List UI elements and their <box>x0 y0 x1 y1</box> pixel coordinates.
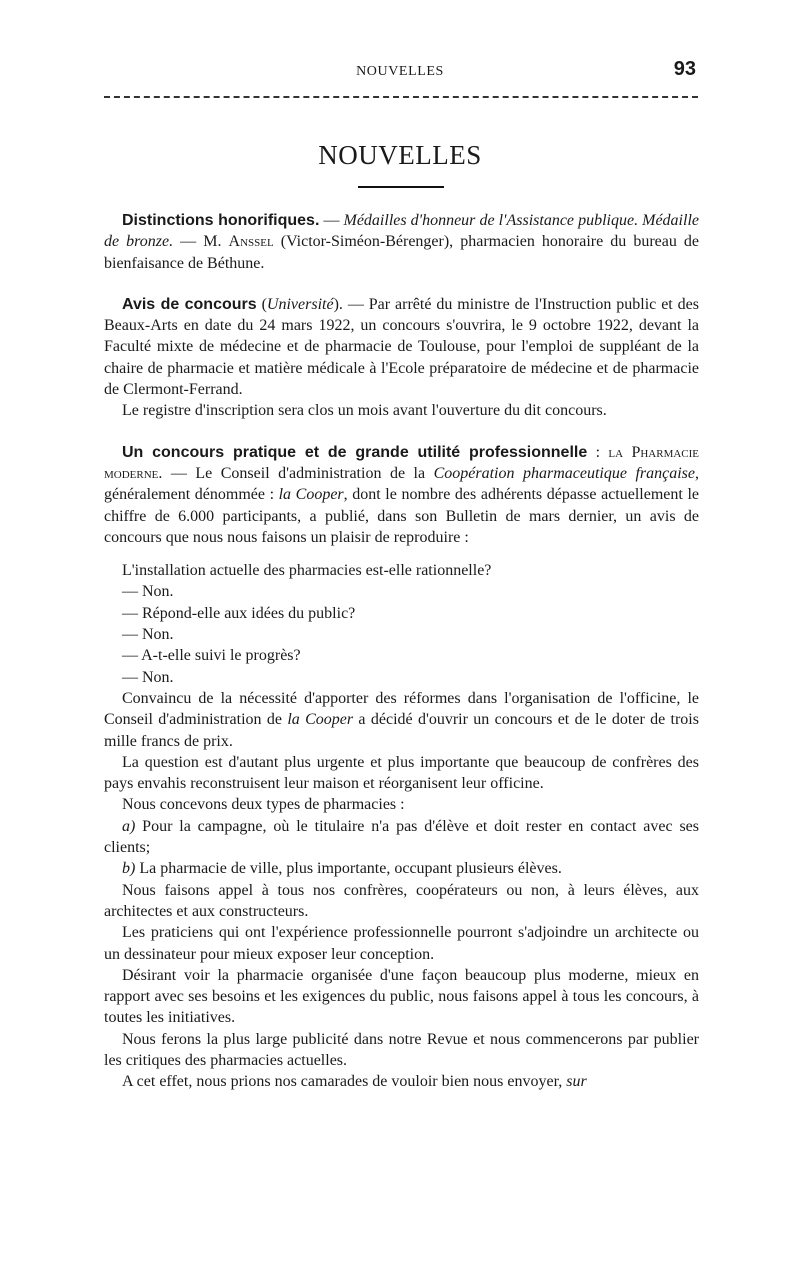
dialogue-line: — Non. <box>122 626 174 644</box>
section-avis <box>104 294 699 400</box>
paragraph <box>104 1071 699 1092</box>
running-title: NOUVELLES <box>356 64 444 79</box>
section-text: (Victor-Siméon-Bérenger), pharmacien honoraire du bureau de bienfaisance de Béthune. <box>104 233 700 272</box>
paragraph: Les praticiens qui ont l'expérience professionnelle pourront s'adjoindre un architecte ou un dessinateur pour mieux exposer leur conception. <box>104 924 699 963</box>
section-text: , généralement dénommée : <box>104 464 699 504</box>
section-text: , dont le nombre des adhérents dépasse actuellement le chiffre de 6.000 participants, a publié, dans son Bulletin de mars dernier, un avis de concours que nous nous faisons un plaisir de reproduire : <box>104 486 699 546</box>
page-number: 93 <box>673 58 696 80</box>
section-text: — Par arrêté du ministre de l'Instruction public et des Beaux-Arts en date du 24 mars 1922, un concours s'ouvrira, le 9 octobre 1922, devant la Faculté mixte de médecine et de pharmacie de Toulouse, pour l'emploi de suppléant de la chaire de pharmacie et matière médicale à l'Ecole préparatoire de médecine et de pharmacie de Clermont-Ferrand. <box>104 295 700 399</box>
paragraph: Nous ferons la plus large publicité dans notre Revue et nous commencerons par publier les critiques des pharmacies actuelles. <box>104 1030 699 1069</box>
paragraph <box>104 688 699 752</box>
dialogue-line: — Répond-elle aux idées du public? <box>122 604 356 622</box>
title-rule <box>358 186 444 188</box>
dialogue-line: L'installation actuelle des pharmacies est-elle rationnelle? <box>122 562 492 580</box>
section-dash: — <box>319 212 344 229</box>
dialogue-line: — Non. <box>122 668 174 686</box>
paragraph: Nous faisons appel à tous nos confrères, coopérateurs ou non, à leurs élèves, aux architectes et aux constructeurs. <box>104 881 699 920</box>
list-text: Pour la campagne, où le titulaire n'a pas d'élève et doit rester en contact avec ses clients; <box>104 817 699 857</box>
section-heading: Distinctions honorifiques. <box>122 212 320 229</box>
paragraph-text: A cet effet, nous prions nos camarades de vouloir bien nous envoyer, <box>122 1073 567 1091</box>
list-item <box>104 858 699 879</box>
award-name: Médailles d'honneur de l'Assistance publique. Médaille de bronze. <box>104 212 699 251</box>
journal-name: la Pharmacie moderne. <box>104 443 700 482</box>
organisation-short-name: la Cooper <box>287 711 354 729</box>
dialogue-line: — A-t-elle suivi le progrès? <box>122 647 301 665</box>
paren-close: ). <box>333 295 343 313</box>
section-source: Université <box>266 295 334 313</box>
page-title: NOUVELLES <box>318 140 482 170</box>
header-rule <box>104 96 698 98</box>
list-text: La pharmacie de ville, plus importante, occupant plusieurs élèves. <box>135 860 562 878</box>
recipient-name: Anssel <box>228 233 274 251</box>
section-text: — Le Conseil d'administration de la <box>162 464 434 482</box>
paragraph-text: a décidé d'ouvrir un concours et de le doter de trois mille francs de prix. <box>104 711 699 750</box>
paragraph: La question est d'autant plus urgente et plus importante que beaucoup de confrères des pays envahis reconstruisent leur maison et réorganisent leur officine. <box>104 753 699 793</box>
paragraph-text-italic: sur <box>566 1073 587 1091</box>
paragraph: Le registre d'inscription sera clos un mois avant l'ouverture du dit concours. <box>122 402 607 420</box>
section-heading: Avis de concours <box>122 295 257 313</box>
section-distinctions <box>104 210 699 274</box>
section-heading: Un concours pratique et de grande utilité professionnelle <box>122 443 588 461</box>
list-marker: a) <box>122 817 136 835</box>
list-marker: b) <box>122 860 136 878</box>
paren-open: ( <box>256 295 267 313</box>
organisation-short-name: la Cooper <box>278 486 344 504</box>
paragraph: Nous concevons deux types de pharmacies : <box>122 796 405 814</box>
dialogue-line: — Non. <box>122 583 174 601</box>
paragraph-text: Convaincu de la nécessité d'apporter des réformes dans l'organisation de l'officine, le Conseil d'administration de <box>104 689 699 729</box>
article-body <box>104 210 699 1093</box>
section-text: — M. <box>173 233 229 251</box>
organisation-name: Coopération pharmaceutique française <box>433 464 695 482</box>
list-item <box>104 816 699 859</box>
section-concours <box>104 442 699 548</box>
section-colon: : <box>587 443 609 461</box>
paragraph: Désirant voir la pharmacie organisée d'une façon beaucoup plus moderne, mieux en rapport avec ses besoins et les exigences du public, nous faisons appel à tous les concours, à toutes les initiatives. <box>104 966 699 1027</box>
